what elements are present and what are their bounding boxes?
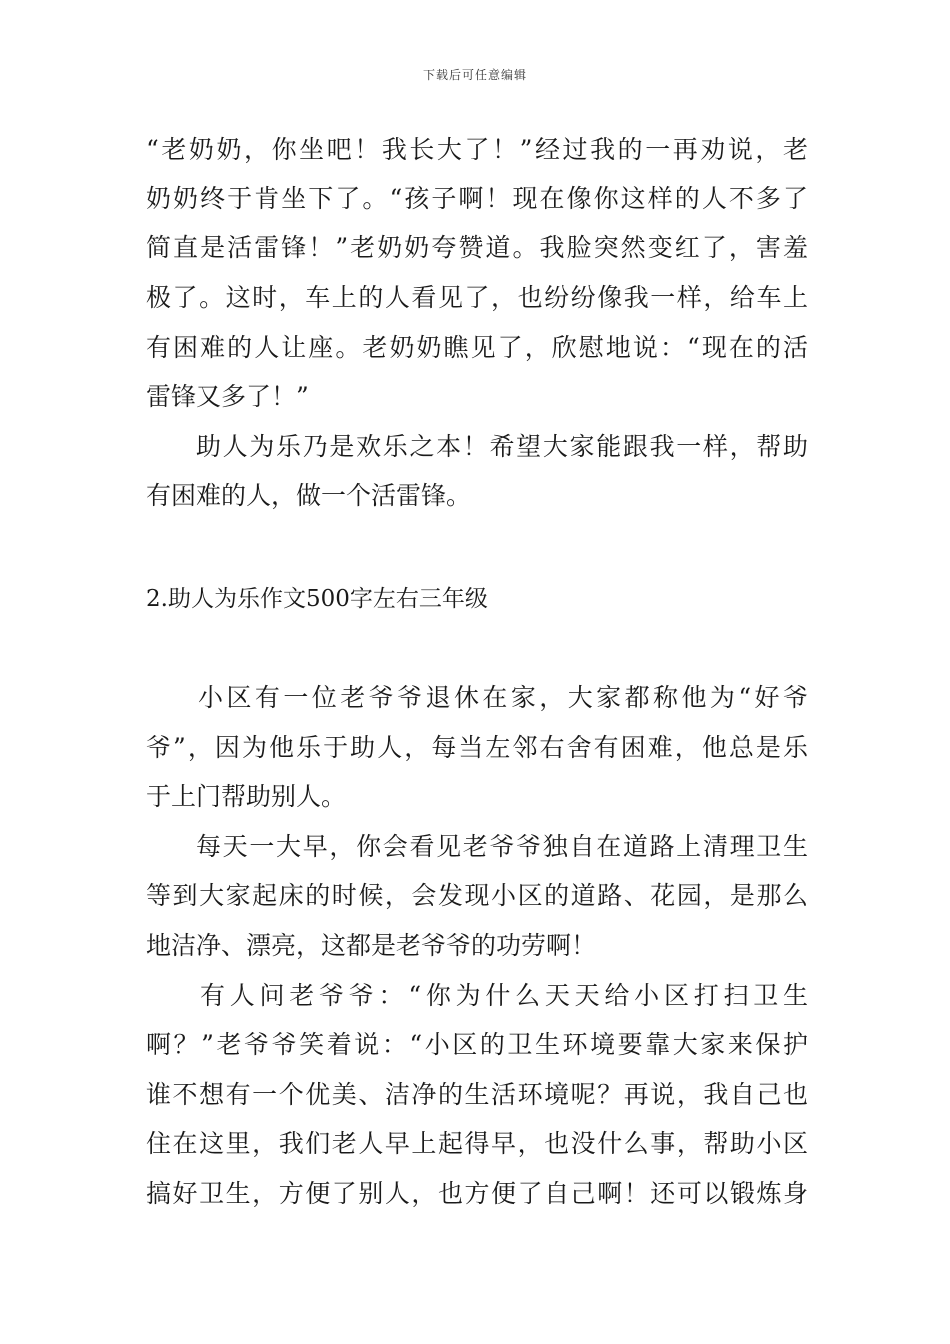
section-heading: 2.助人为乐作文500字左右三年级 [146,586,488,612]
paragraph-4-line-1: 每天一大早，你会看见老爷爷独自在道路上清理卫生 [196,832,808,861]
paragraph-1-line-6: 雷锋又多了！” [146,382,309,411]
page-header: 下载后可任意编辑 [422,68,527,82]
paragraph-5-line-2: 啊？”老爷爷笑着说：“小区的卫生环境要靠大家来保护 [146,1030,808,1059]
paragraph-4-line-3: 地洁净、漂亮，这都是老爷爷的功劳啊！ [146,931,597,960]
paragraph-2-line-2: 有困难的人，做一个活雷锋。 [146,481,472,510]
paragraph-5-line-3: 谁不想有一个优美、洁净的生活环境呢？再说，我自己也 [146,1080,808,1109]
paragraph-5-line-5: 搞好卫生，方便了别人，也方便了自己啊！还可以锻炼身 [146,1179,808,1208]
paragraph-5-line-4: 住在这里，我们老人早上起得早，也没什么事，帮助小区 [146,1129,808,1158]
paragraph-2-line-1: 助人为乐乃是欢乐之本！希望大家能跟我一样，帮助 [196,432,808,461]
paragraph-1-line-4: 极了。这时，车上的人看见了，也纷纷像我一样，给车上 [146,283,808,312]
paragraph-4-line-2: 等到大家起床的时候，会发现小区的道路、花园，是那么 [146,881,808,910]
paragraph-1-line-5: 有困难的人让座。老奶奶瞧见了，欣慰地说：“现在的活 [146,333,808,362]
paragraph-3-line-3: 于上门帮助别人。 [146,782,347,811]
paragraph-5-line-1: 有人问老爷爷：“你为什么天天给小区打扫卫生 [200,981,808,1010]
paragraph-1-line-2: 奶奶终于肯坐下了。“孩子啊！现在像你这样的人不多了 [146,184,808,213]
paragraph-3-line-1: 小区有一位老爷爷退休在家，大家都称他为“好爷 [198,683,808,712]
paragraph-1-line-1: “老奶奶，你坐吧！我长大了！”经过我的一再劝说，老 [146,135,808,164]
paragraph-1-line-3: 简直是活雷锋！”老奶奶夸赞道。我脸突然变红了，害羞 [146,233,808,262]
paragraph-3-line-2: 爷”，因为他乐于助人，每当左邻右舍有困难，他总是乐 [146,733,808,762]
